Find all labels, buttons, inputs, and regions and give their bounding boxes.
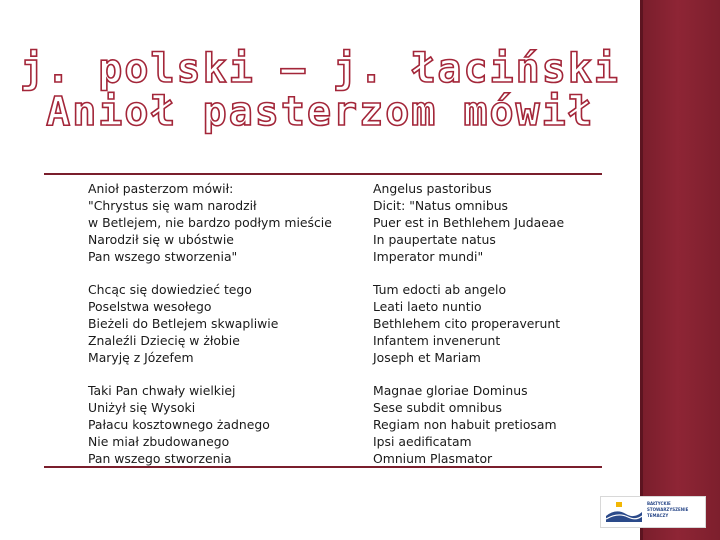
latin-line: Angelus pastoribus xyxy=(373,181,492,196)
polish-line: Bieżeli do Betlejem skwapliwie xyxy=(88,316,279,331)
polish-line: Nie miał zbudowanego xyxy=(88,434,230,449)
logo-caption xyxy=(647,501,703,519)
polish-column xyxy=(88,180,368,483)
latin-line: Ipsi aedificatam xyxy=(373,434,472,449)
polish-line: Anioł pasterzom mówił: xyxy=(88,181,234,196)
wave-logo-icon xyxy=(604,500,644,524)
latin-stanza-1 xyxy=(373,180,653,281)
latin-line: Imperator mundi" xyxy=(373,249,484,264)
polish-line: Pan wszego stworzenia xyxy=(88,451,232,466)
polish-line: Narodził się w ubóstwie xyxy=(88,232,234,247)
latin-line: Sese subdit omnibus xyxy=(373,400,502,415)
polish-stanza-2 xyxy=(88,281,368,382)
polish-line: "Chrystus się wam narodził xyxy=(88,198,257,213)
logo-text-line: BAŁTYCKIE xyxy=(647,501,671,506)
polish-line: Uniżył się Wysoki xyxy=(88,400,196,415)
latin-line: Regiam non habuit pretiosam xyxy=(373,417,557,432)
latin-line: Omnium Plasmator xyxy=(373,451,493,466)
table-bottom-rule xyxy=(44,466,602,468)
polish-line: Znaleźli Dziecię w żłobie xyxy=(88,333,240,348)
polish-line: Maryję z Józefem xyxy=(88,350,194,365)
slide-title-line1: j. polski – j. łaciński xyxy=(20,46,620,92)
latin-line: Tum edocti ab angelo xyxy=(373,282,507,297)
latin-line: Bethlehem cito properaverunt xyxy=(373,316,561,331)
polish-line: Poselstwa wesołego xyxy=(88,299,212,314)
polish-line: Taki Pan chwały wielkiej xyxy=(88,383,236,398)
logo-text-line: STOWARZYSZENIE xyxy=(647,507,689,512)
table-top-rule xyxy=(44,173,602,175)
latin-column xyxy=(373,180,653,483)
latin-line: In paupertate natus xyxy=(373,232,496,247)
latin-line: Magnae gloriae Dominus xyxy=(373,383,528,398)
latin-line: Dicit: "Natus omnibus xyxy=(373,198,508,213)
polish-line: Pałacu kosztownego żadnego xyxy=(88,417,270,432)
latin-line: Leati laeto nuntio xyxy=(373,299,482,314)
polish-line: w Betlejem, nie bardzo podłym mieście xyxy=(88,215,332,230)
latin-line: Infantem invenerunt xyxy=(373,333,501,348)
polish-line: Chcąc się dowiedzieć tego xyxy=(88,282,252,297)
decorative-sidebar xyxy=(643,0,720,540)
latin-stanza-2 xyxy=(373,281,653,382)
logo-text-line: TEMACZY xyxy=(647,513,669,518)
polish-line: Pan wszego stworzenia" xyxy=(88,249,238,264)
latin-line: Puer est in Bethlehem Judaeae xyxy=(373,215,565,230)
organization-logo xyxy=(600,496,706,528)
polish-stanza-1 xyxy=(88,180,368,281)
latin-line: Joseph et Mariam xyxy=(373,350,481,365)
slide-title-line2: Anioł pasterzom mówił xyxy=(46,89,594,135)
